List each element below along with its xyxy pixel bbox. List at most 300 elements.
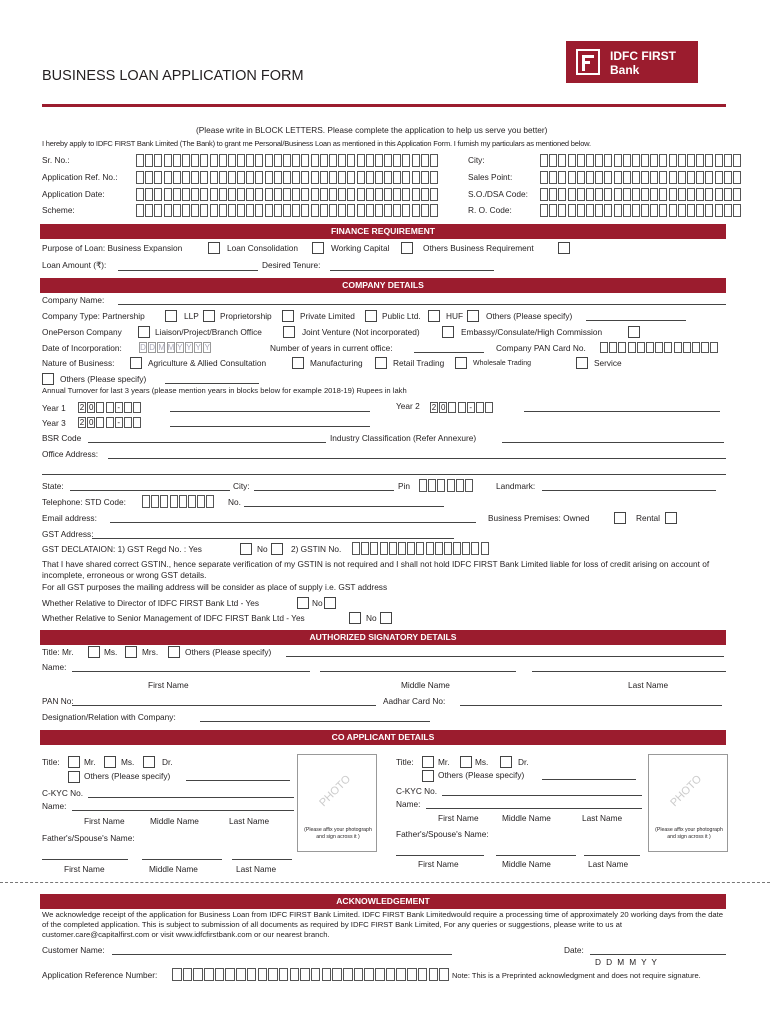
char-box[interactable] — [705, 188, 713, 201]
char-box[interactable] — [384, 171, 392, 184]
char-box[interactable] — [347, 204, 355, 217]
co2-ckyc-line[interactable] — [442, 795, 642, 796]
char-box[interactable] — [384, 204, 392, 217]
char-box[interactable] — [200, 204, 208, 217]
char-box[interactable] — [604, 154, 612, 167]
char-box[interactable] — [145, 154, 153, 167]
char-box[interactable] — [320, 188, 328, 201]
char-box[interactable] — [265, 188, 273, 201]
char-box[interactable] — [265, 204, 273, 217]
char-box[interactable] — [733, 171, 741, 184]
liaison-checkbox[interactable] — [283, 326, 295, 338]
char-box[interactable] — [322, 968, 332, 981]
others-nature-line[interactable] — [165, 383, 259, 384]
char-box[interactable] — [435, 542, 443, 555]
agriculture-checkbox[interactable] — [292, 357, 304, 369]
char-box[interactable] — [191, 171, 199, 184]
char-box[interactable] — [191, 188, 199, 201]
char-box[interactable] — [402, 188, 410, 201]
co1-others-checkbox[interactable] — [68, 771, 80, 783]
char-box[interactable] — [710, 342, 718, 353]
char-box[interactable] — [332, 968, 342, 981]
char-box[interactable] — [444, 542, 452, 555]
char-box[interactable] — [124, 402, 132, 413]
char-box[interactable] — [696, 204, 704, 217]
char-box[interactable] — [618, 342, 626, 353]
ack-app-ref-boxes[interactable] — [172, 968, 450, 981]
char-box[interactable] — [641, 188, 649, 201]
char-box[interactable]: 0 — [88, 418, 94, 427]
char-box[interactable] — [664, 342, 672, 353]
year2-boxes[interactable] — [430, 402, 494, 413]
char-box[interactable] — [456, 479, 464, 492]
char-box[interactable] — [145, 188, 153, 201]
relative-senior-yes-checkbox[interactable] — [349, 612, 361, 624]
char-box[interactable] — [705, 154, 713, 167]
sig-others-line[interactable] — [286, 656, 724, 657]
char-box[interactable] — [540, 188, 548, 201]
char-box[interactable] — [462, 542, 470, 555]
office-address-line2[interactable] — [42, 474, 726, 475]
char-box[interactable] — [577, 188, 585, 201]
char-box[interactable] — [366, 171, 374, 184]
char-box[interactable] — [549, 204, 557, 217]
char-box[interactable] — [393, 204, 401, 217]
char-box[interactable] — [301, 204, 309, 217]
char-box[interactable] — [384, 188, 392, 201]
co1-ckyc-line[interactable] — [88, 797, 294, 798]
char-box[interactable] — [96, 402, 104, 413]
char-box[interactable] — [429, 968, 439, 981]
char-box[interactable] — [375, 968, 385, 981]
llp-checkbox[interactable] — [203, 310, 215, 322]
char-box[interactable] — [407, 968, 417, 981]
char-box[interactable] — [375, 188, 383, 201]
char-box[interactable] — [669, 188, 677, 201]
co2-father-last-line[interactable] — [584, 855, 640, 856]
char-box[interactable] — [255, 171, 263, 184]
loan-amount-line[interactable] — [118, 270, 258, 271]
char-box[interactable] — [733, 154, 741, 167]
char-box[interactable] — [354, 968, 364, 981]
business-expansion-checkbox[interactable] — [208, 242, 220, 254]
app-ref-boxes[interactable] — [136, 171, 439, 184]
char-box[interactable] — [724, 188, 732, 201]
char-box[interactable] — [301, 188, 309, 201]
char-box[interactable] — [678, 154, 686, 167]
char-box[interactable] — [724, 171, 732, 184]
relative-director-no-checkbox[interactable] — [324, 597, 336, 609]
char-box[interactable] — [154, 171, 162, 184]
char-box[interactable] — [650, 154, 658, 167]
char-box[interactable] — [210, 188, 218, 201]
char-box[interactable] — [311, 204, 319, 217]
co2-mr-checkbox[interactable] — [422, 756, 434, 768]
char-box[interactable] — [412, 171, 420, 184]
char-box[interactable] — [418, 968, 428, 981]
char-box[interactable] — [614, 154, 622, 167]
char-box[interactable] — [188, 495, 196, 508]
char-box[interactable] — [540, 171, 548, 184]
char-box[interactable] — [274, 171, 282, 184]
char-box[interactable] — [632, 188, 640, 201]
char-box[interactable] — [366, 204, 374, 217]
char-box[interactable] — [637, 342, 645, 353]
char-box[interactable] — [179, 495, 187, 508]
sig-mrs-checkbox[interactable] — [168, 646, 180, 658]
char-box[interactable] — [586, 188, 594, 201]
years-office-line[interactable] — [414, 352, 484, 353]
char-box[interactable] — [366, 154, 374, 167]
char-box[interactable] — [142, 495, 150, 508]
char-box[interactable]: - — [115, 402, 123, 413]
gst-address-line[interactable] — [92, 538, 454, 539]
char-box[interactable] — [301, 154, 309, 167]
char-box[interactable] — [164, 171, 172, 184]
gst-yes-checkbox[interactable] — [240, 543, 252, 555]
sig-mr-checkbox[interactable] — [88, 646, 100, 658]
char-box[interactable] — [274, 204, 282, 217]
char-box[interactable] — [329, 171, 337, 184]
sig-aadhar-line[interactable] — [460, 705, 722, 706]
char-box[interactable] — [237, 188, 245, 201]
company-name-line[interactable] — [118, 304, 726, 305]
char-box[interactable] — [255, 188, 263, 201]
char-box[interactable] — [604, 188, 612, 201]
char-box[interactable] — [476, 402, 484, 413]
char-box[interactable] — [182, 171, 190, 184]
char-box[interactable] — [338, 154, 346, 167]
char-box[interactable] — [669, 154, 677, 167]
char-box[interactable] — [357, 188, 365, 201]
char-box[interactable] — [96, 417, 104, 428]
char-box[interactable] — [623, 171, 631, 184]
char-box[interactable] — [412, 154, 420, 167]
char-box[interactable] — [393, 188, 401, 201]
char-box[interactable] — [301, 171, 309, 184]
char-box[interactable] — [389, 542, 397, 555]
char-box[interactable] — [614, 204, 622, 217]
char-box[interactable] — [641, 204, 649, 217]
char-box[interactable] — [347, 171, 355, 184]
char-box[interactable] — [173, 154, 181, 167]
char-box[interactable] — [419, 479, 427, 492]
char-box[interactable] — [124, 417, 132, 428]
co1-dr-checkbox[interactable] — [143, 756, 155, 768]
char-box[interactable] — [215, 968, 225, 981]
char-box[interactable] — [485, 402, 493, 413]
char-box[interactable] — [678, 188, 686, 201]
owned-checkbox[interactable] — [614, 512, 626, 524]
bsr-line[interactable] — [88, 442, 326, 443]
co2-others-checkbox[interactable] — [422, 770, 434, 782]
char-box[interactable] — [200, 154, 208, 167]
sig-designation-line[interactable] — [200, 721, 430, 722]
char-box[interactable] — [136, 154, 144, 167]
pin-boxes[interactable] — [419, 479, 474, 492]
char-box[interactable] — [577, 204, 585, 217]
char-box[interactable] — [279, 968, 289, 981]
city-field-line[interactable] — [254, 490, 394, 491]
char-box[interactable] — [106, 402, 114, 413]
char-box[interactable] — [549, 154, 557, 167]
char-box[interactable] — [182, 188, 190, 201]
char-box[interactable] — [311, 188, 319, 201]
scheme-boxes[interactable] — [136, 204, 439, 217]
retail-checkbox[interactable] — [455, 357, 467, 369]
char-box[interactable] — [705, 171, 713, 184]
char-box[interactable] — [558, 204, 566, 217]
char-box[interactable] — [204, 968, 214, 981]
date-incorp-boxes[interactable] — [139, 342, 213, 353]
char-box[interactable] — [274, 188, 282, 201]
public-ltd-checkbox[interactable] — [428, 310, 440, 322]
char-box[interactable] — [320, 204, 328, 217]
co2-photo-box[interactable] — [648, 754, 728, 852]
char-box[interactable] — [106, 417, 114, 428]
char-box[interactable] — [164, 154, 172, 167]
embassy-checkbox[interactable] — [628, 326, 640, 338]
working-capital-checkbox[interactable] — [401, 242, 413, 254]
co1-father-first-line[interactable] — [42, 859, 128, 860]
one-person-checkbox[interactable] — [138, 326, 150, 338]
char-box[interactable] — [170, 495, 178, 508]
char-box[interactable] — [210, 171, 218, 184]
char-box[interactable] — [172, 968, 182, 981]
customer-name-line[interactable] — [112, 954, 452, 955]
char-box[interactable] — [151, 495, 159, 508]
char-box[interactable] — [659, 171, 667, 184]
char-box[interactable] — [428, 479, 436, 492]
wholesale-checkbox[interactable] — [576, 357, 588, 369]
char-box[interactable] — [724, 154, 732, 167]
char-box[interactable] — [586, 204, 594, 217]
char-box[interactable] — [641, 171, 649, 184]
char-box[interactable] — [609, 342, 617, 353]
relative-director-yes-checkbox[interactable] — [297, 597, 309, 609]
ack-date-line[interactable] — [590, 954, 726, 955]
co1-photo-box[interactable] — [297, 754, 377, 852]
char-box[interactable] — [347, 188, 355, 201]
char-box[interactable] — [402, 171, 410, 184]
char-box[interactable] — [191, 154, 199, 167]
char-box[interactable]: Y — [186, 343, 192, 352]
char-box[interactable] — [646, 342, 654, 353]
co2-others-line[interactable] — [542, 779, 636, 780]
sig-ms-checkbox[interactable] — [125, 646, 137, 658]
manufacturing-checkbox[interactable] — [375, 357, 387, 369]
sig-last-name-line[interactable] — [532, 671, 726, 672]
char-box[interactable] — [283, 188, 291, 201]
char-box[interactable] — [595, 188, 603, 201]
char-box[interactable] — [290, 968, 300, 981]
char-box[interactable] — [458, 402, 466, 413]
char-box[interactable] — [393, 154, 401, 167]
char-box[interactable] — [283, 204, 291, 217]
char-box[interactable] — [448, 402, 456, 413]
char-box[interactable]: M — [158, 343, 166, 352]
email-line[interactable] — [110, 522, 476, 523]
tel-no-line[interactable] — [244, 506, 444, 507]
char-box[interactable] — [659, 204, 667, 217]
char-box[interactable] — [246, 188, 254, 201]
company-type-others-line[interactable] — [586, 320, 686, 321]
char-box[interactable] — [311, 968, 321, 981]
co1-others-line[interactable] — [186, 780, 290, 781]
char-box[interactable] — [659, 154, 667, 167]
char-box[interactable] — [357, 154, 365, 167]
char-box[interactable] — [154, 154, 162, 167]
char-box[interactable] — [577, 171, 585, 184]
char-box[interactable] — [338, 188, 346, 201]
char-box[interactable] — [669, 204, 677, 217]
char-box[interactable] — [173, 188, 181, 201]
char-box[interactable] — [421, 188, 429, 201]
char-box[interactable] — [437, 479, 445, 492]
char-box[interactable] — [258, 968, 268, 981]
char-box[interactable]: Y — [195, 343, 201, 352]
char-box[interactable] — [632, 204, 640, 217]
char-box[interactable] — [246, 171, 254, 184]
sr-no-boxes[interactable] — [136, 154, 439, 167]
char-box[interactable] — [398, 542, 406, 555]
char-box[interactable] — [228, 204, 236, 217]
char-box[interactable] — [641, 154, 649, 167]
char-box[interactable]: - — [467, 402, 475, 413]
char-box[interactable] — [687, 188, 695, 201]
char-box[interactable] — [320, 171, 328, 184]
others-requirement-checkbox[interactable] — [558, 242, 570, 254]
char-box[interactable] — [549, 171, 557, 184]
char-box[interactable] — [219, 188, 227, 201]
char-box[interactable] — [481, 542, 489, 555]
char-box[interactable] — [375, 204, 383, 217]
pan-boxes[interactable] — [600, 342, 719, 353]
char-box[interactable] — [283, 154, 291, 167]
char-box[interactable] — [558, 154, 566, 167]
char-box[interactable] — [568, 188, 576, 201]
char-box[interactable] — [402, 204, 410, 217]
char-box[interactable] — [164, 204, 172, 217]
char-box[interactable] — [465, 479, 473, 492]
char-box[interactable] — [447, 479, 455, 492]
char-box[interactable] — [225, 968, 235, 981]
co1-ms-checkbox[interactable] — [104, 756, 116, 768]
year2-line[interactable] — [524, 411, 720, 412]
char-box[interactable] — [655, 342, 663, 353]
joint-venture-checkbox[interactable] — [442, 326, 454, 338]
partnership-checkbox[interactable] — [165, 310, 177, 322]
char-box[interactable] — [375, 171, 383, 184]
gst-no-checkbox[interactable] — [271, 543, 283, 555]
char-box[interactable] — [370, 542, 378, 555]
char-box[interactable] — [136, 171, 144, 184]
proprietorship-checkbox[interactable] — [282, 310, 294, 322]
char-box[interactable] — [219, 154, 227, 167]
co1-name-line[interactable] — [72, 810, 294, 811]
char-box[interactable] — [595, 204, 603, 217]
char-box[interactable] — [380, 542, 388, 555]
char-box[interactable] — [219, 204, 227, 217]
char-box[interactable] — [696, 188, 704, 201]
char-box[interactable] — [540, 204, 548, 217]
char-box[interactable] — [715, 154, 723, 167]
char-box[interactable] — [632, 154, 640, 167]
co2-name-line[interactable] — [426, 808, 642, 809]
char-box[interactable] — [292, 204, 300, 217]
char-box[interactable]: 0 — [88, 403, 94, 412]
char-box[interactable] — [595, 171, 603, 184]
char-box[interactable] — [540, 154, 548, 167]
char-box[interactable] — [255, 204, 263, 217]
relative-senior-no-checkbox[interactable] — [380, 612, 392, 624]
char-box[interactable] — [246, 154, 254, 167]
sig-first-name-line[interactable] — [72, 671, 310, 672]
char-box[interactable] — [255, 154, 263, 167]
char-box[interactable] — [650, 188, 658, 201]
char-box[interactable] — [292, 188, 300, 201]
loan-consolidation-checkbox[interactable] — [312, 242, 324, 254]
char-box[interactable]: M — [167, 343, 175, 352]
city-boxes[interactable] — [540, 154, 742, 167]
char-box[interactable] — [549, 188, 557, 201]
char-box[interactable] — [600, 342, 608, 353]
char-box[interactable] — [265, 154, 273, 167]
char-box[interactable] — [687, 171, 695, 184]
char-box[interactable]: - — [115, 417, 123, 428]
char-box[interactable] — [247, 968, 257, 981]
char-box[interactable] — [586, 154, 594, 167]
char-box[interactable] — [338, 171, 346, 184]
char-box[interactable] — [154, 188, 162, 201]
char-box[interactable] — [361, 542, 369, 555]
char-box[interactable] — [669, 171, 677, 184]
char-box[interactable] — [237, 204, 245, 217]
char-box[interactable] — [632, 171, 640, 184]
char-box[interactable] — [421, 154, 429, 167]
char-box[interactable]: Y — [204, 343, 210, 352]
year3-boxes[interactable] — [78, 417, 142, 428]
char-box[interactable] — [357, 171, 365, 184]
char-box[interactable] — [430, 188, 438, 201]
char-box[interactable] — [430, 171, 438, 184]
char-box[interactable] — [311, 171, 319, 184]
char-box[interactable] — [133, 402, 141, 413]
char-box[interactable] — [628, 342, 636, 353]
char-box[interactable] — [183, 968, 193, 981]
char-box[interactable] — [136, 204, 144, 217]
char-box[interactable] — [705, 204, 713, 217]
char-box[interactable] — [421, 171, 429, 184]
co1-father-last-line[interactable] — [232, 859, 292, 860]
char-box[interactable] — [692, 342, 700, 353]
year1-line[interactable] — [170, 411, 370, 412]
char-box[interactable] — [320, 154, 328, 167]
char-box[interactable] — [283, 171, 291, 184]
char-box[interactable] — [300, 968, 310, 981]
char-box[interactable] — [164, 188, 172, 201]
char-box[interactable] — [659, 188, 667, 201]
char-box[interactable] — [623, 154, 631, 167]
char-box[interactable] — [197, 495, 205, 508]
char-box[interactable] — [191, 204, 199, 217]
char-box[interactable] — [701, 342, 709, 353]
char-box[interactable] — [347, 154, 355, 167]
char-box[interactable] — [173, 171, 181, 184]
char-box[interactable] — [200, 171, 208, 184]
char-box[interactable] — [145, 204, 153, 217]
char-box[interactable] — [604, 204, 612, 217]
